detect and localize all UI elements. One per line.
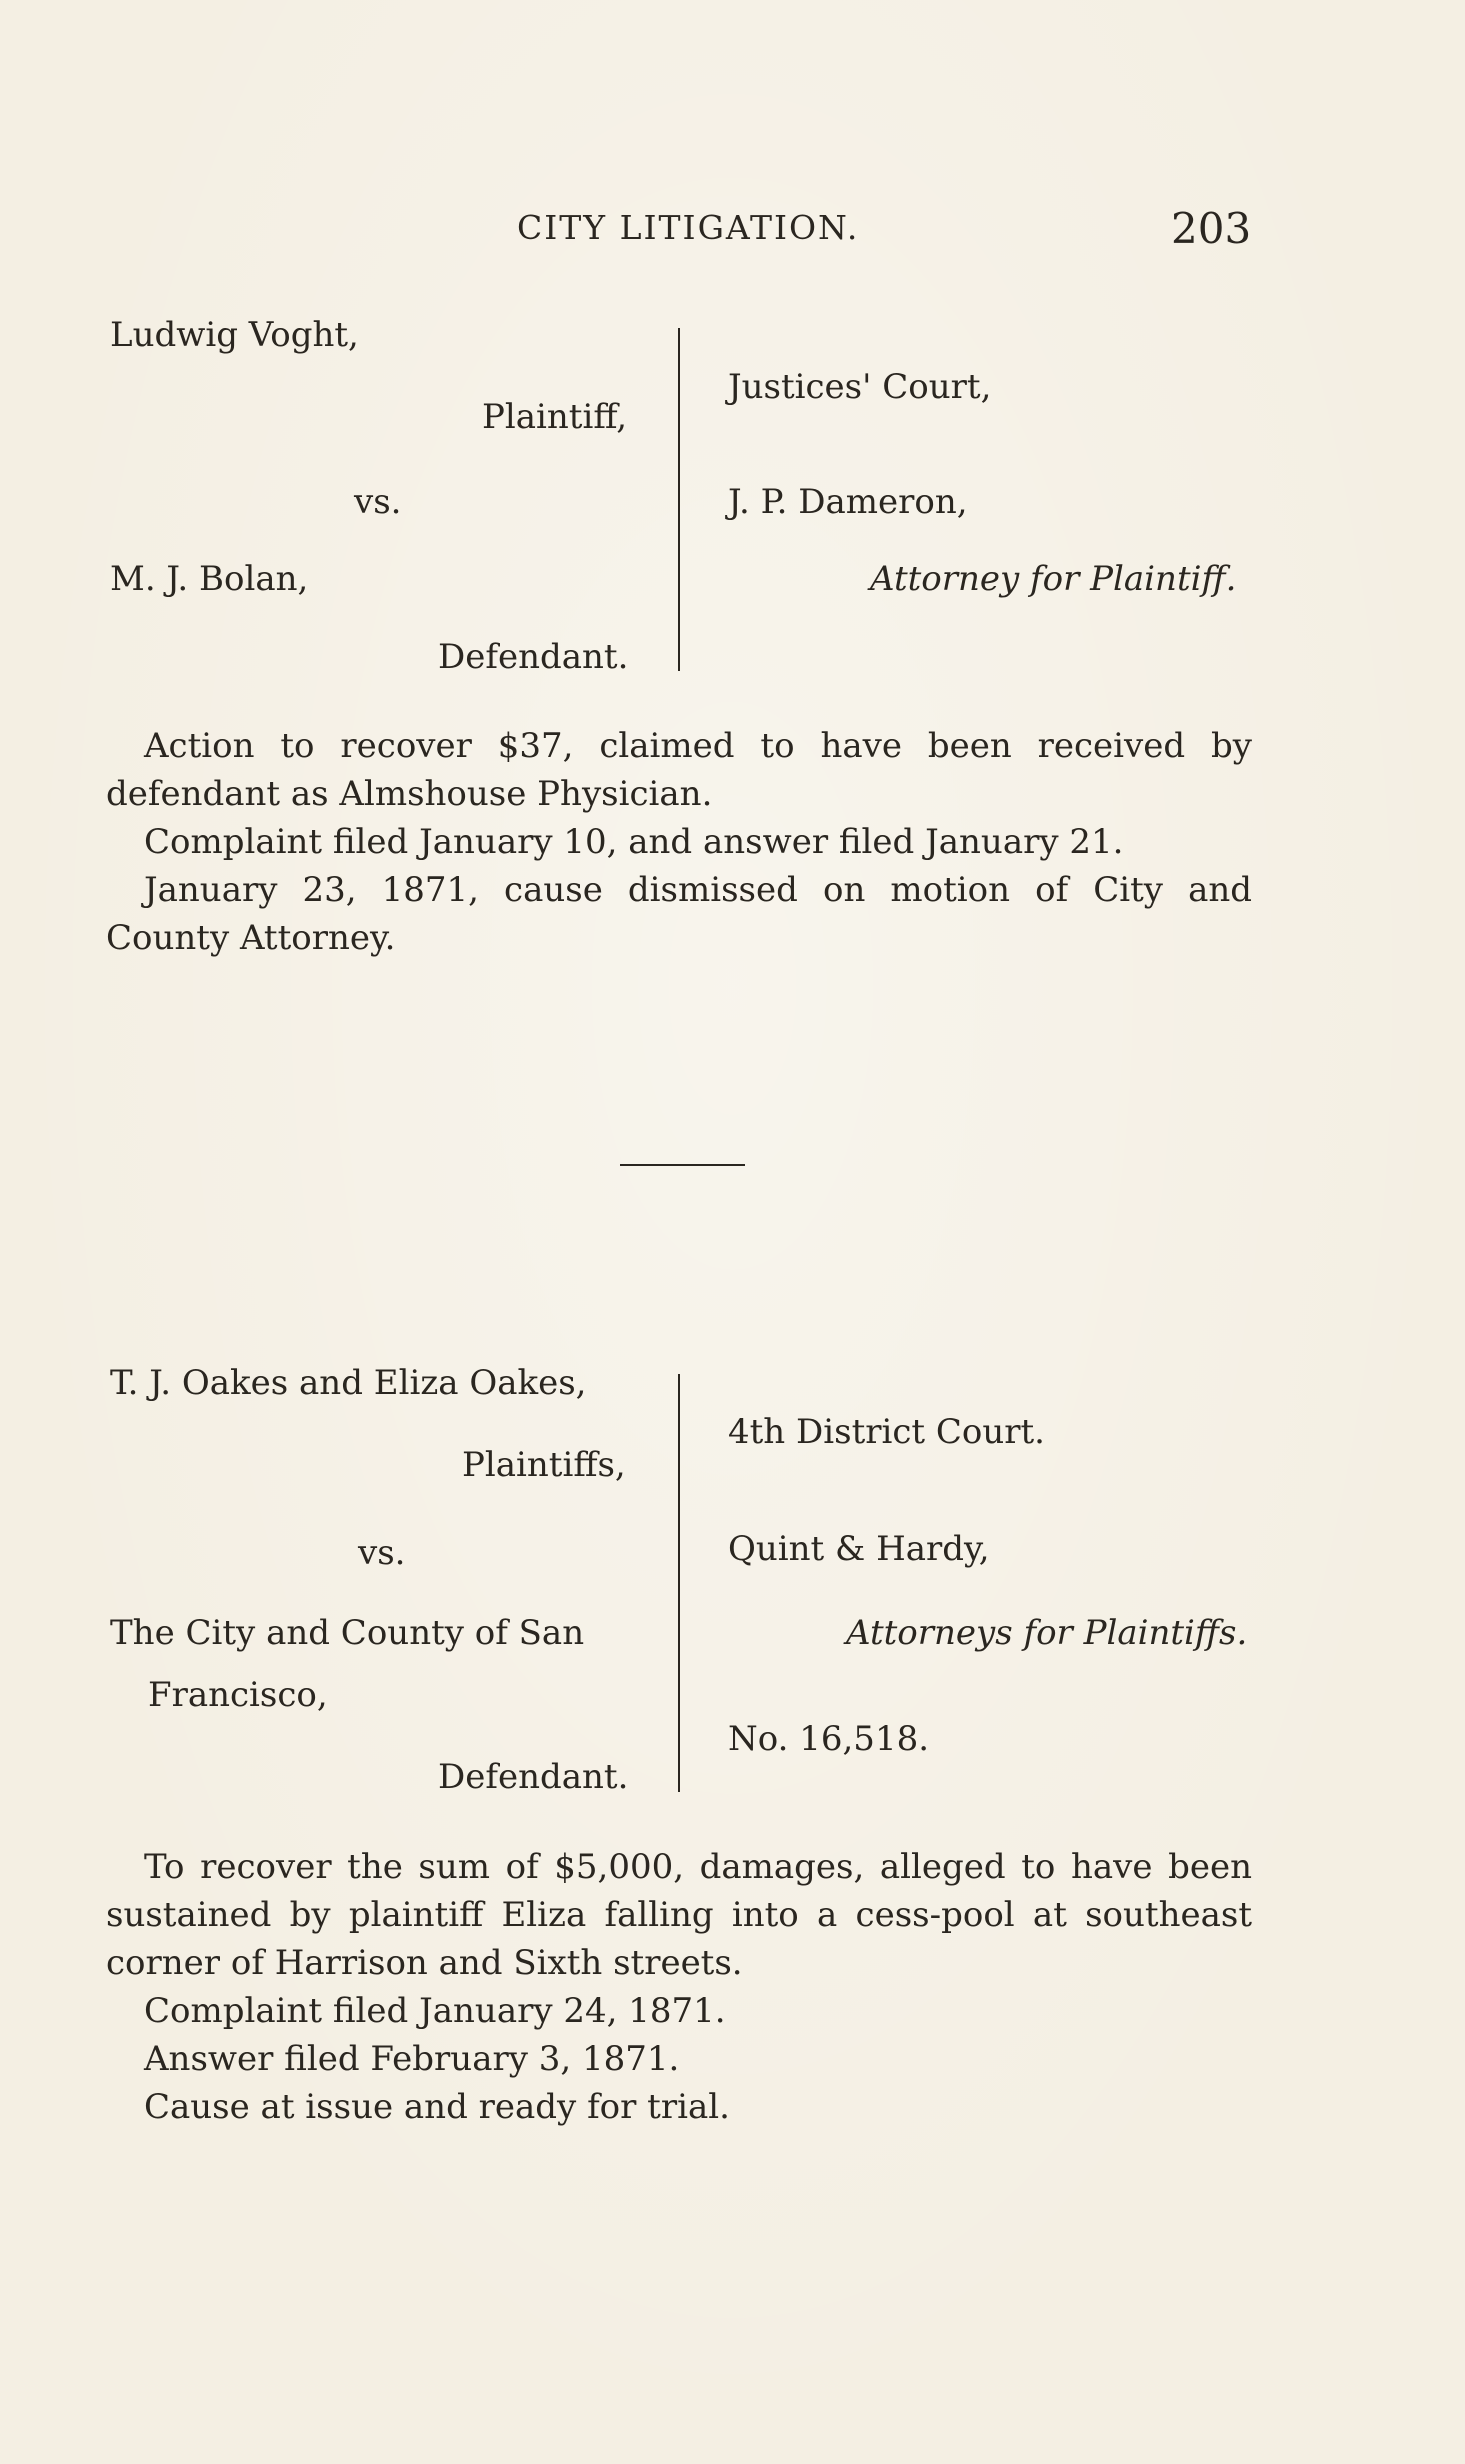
case2-attorney-name: Quint & Hardy, xyxy=(728,1529,990,1569)
case1-attorney-role: Attorney for Plaintiff. xyxy=(870,559,1237,599)
running-title: CITY LITIGATION. xyxy=(517,208,860,247)
case2-versus: vs. xyxy=(358,1533,406,1573)
case2-paragraph-2: Complaint filed January 24, 1871. xyxy=(144,1991,726,2031)
case1-paragraph-2: Complaint filed January 10, and answer filed January 21. xyxy=(144,822,1124,862)
section-divider xyxy=(620,1164,745,1166)
case2-attorney-role: Attorneys for Plaintiffs. xyxy=(846,1613,1248,1653)
case2-plaintiff-name: T. J. Oakes and Eliza Oakes, xyxy=(110,1363,587,1403)
case1-plaintiff-role: Plaintiff, xyxy=(482,397,628,437)
case1-bracket xyxy=(678,328,680,671)
case2-plaintiff-role: Plaintiffs, xyxy=(462,1445,626,1485)
case1-paragraph-3: January 23, 1871, cause dismissed on motion of City and County Attorney. xyxy=(106,870,1252,958)
case2-defendant-role: Defendant. xyxy=(438,1757,629,1797)
case2-bracket xyxy=(678,1374,680,1792)
case2-court: 4th District Court. xyxy=(728,1412,1045,1452)
case2-body xyxy=(106,1843,1252,2131)
page-number: 203 xyxy=(1171,204,1252,253)
case2-paragraph-1: To recover the sum of $5,000, damages, alleged to have been sustained by plaintiff Eliza falling into a cess-pool at southeast corner of Harrison and Sixth streets. xyxy=(106,1847,1252,1983)
case2-case-number: No. 16,518. xyxy=(728,1719,930,1759)
case2-paragraph-3: Answer filed February 3, 1871. xyxy=(144,2039,680,2079)
case1-paragraph-1: Action to recover $37, claimed to have been received by defendant as Almshouse Physician. xyxy=(106,726,1252,814)
case1-defendant-role: Defendant. xyxy=(438,637,629,677)
case1-plaintiff-name: Ludwig Voght, xyxy=(110,315,359,355)
case1-defendant-name: M. J. Bolan, xyxy=(110,559,309,599)
case1-versus: vs. xyxy=(354,482,402,522)
case2-paragraph-4: Cause at issue and ready for trial. xyxy=(144,2087,730,2127)
case2-defendant-name-line2: Francisco, xyxy=(148,1675,328,1715)
case2-defendant-name-line1: The City and County of San xyxy=(110,1613,585,1653)
case1-court: Justices' Court, xyxy=(728,367,992,407)
case1-body xyxy=(106,722,1252,962)
case1-attorney-name: J. P. Dameron, xyxy=(728,482,968,522)
